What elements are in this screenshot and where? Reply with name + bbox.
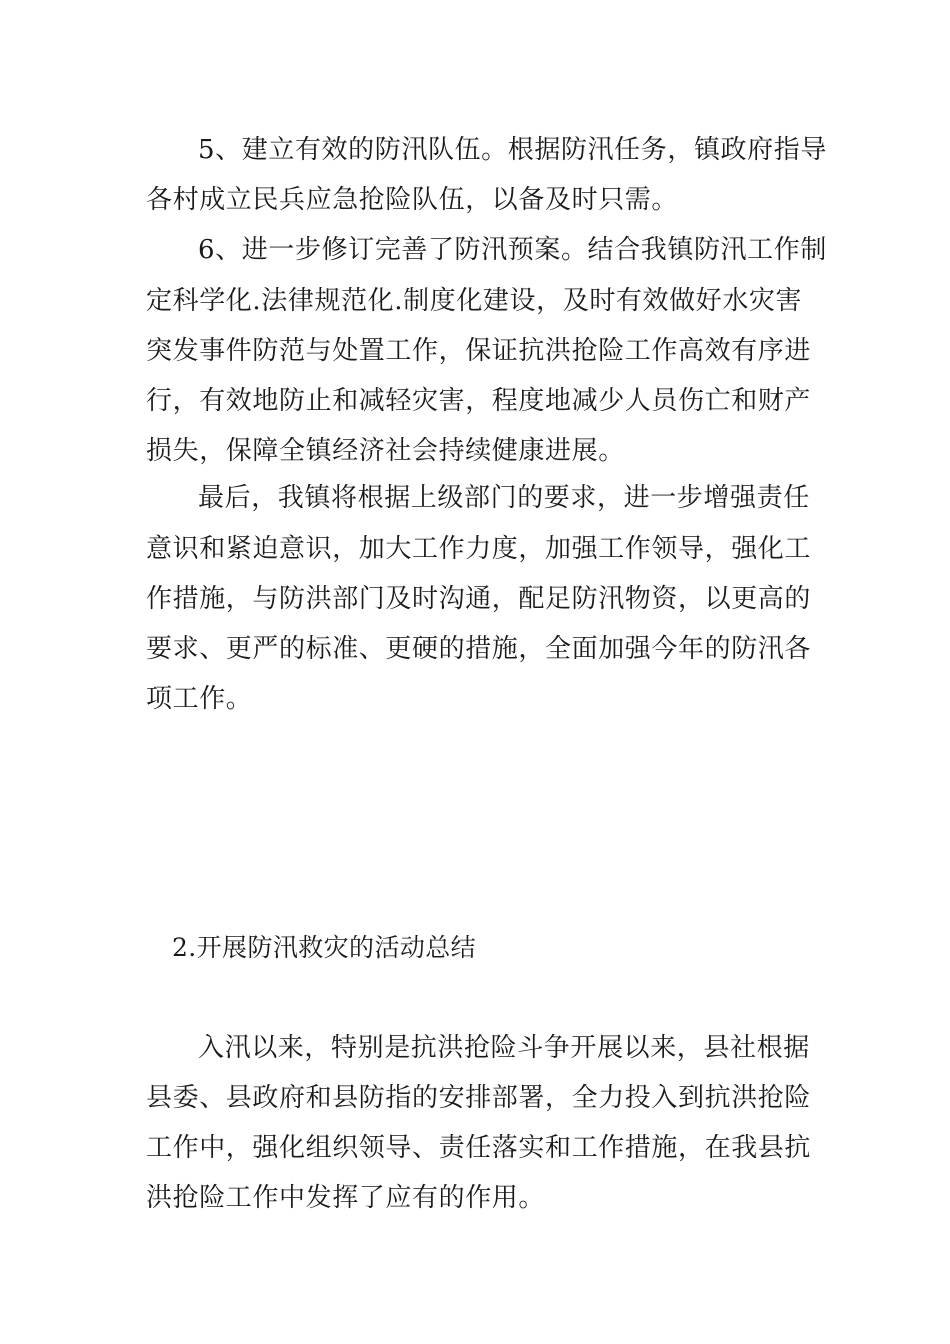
paragraph-line: 项工作。 [146, 684, 253, 714]
paragraph-line: 各村成立民兵应急抢险队伍，以备及时只需。 [146, 185, 679, 215]
paragraph-line: 定科学化.法律规范化.制度化建设，及时有效做好水灾害 [146, 286, 803, 316]
paragraph-line: 作措施，与防洪部门及时沟通，配足防汛物资，以更高的 [146, 584, 812, 614]
paragraph-line: 县委、县政府和县防指的安排部署，全力投入到抗洪抢险 [146, 1083, 812, 1113]
paragraph-line: 6、进一步修订完善了防汛预案。结合我镇防汛工作制 [198, 235, 827, 265]
paragraph-line: 5、建立有效的防汛队伍。根据防汛任务，镇政府指导 [198, 135, 827, 165]
paragraph-line: 突发事件防范与处置工作，保证抗洪抢险工作高效有序进 [146, 336, 812, 366]
paragraph-line: 洪抢险工作中发挥了应有的作用。 [146, 1183, 546, 1213]
paragraph-line: 意识和紧迫意识，加大工作力度，加强工作领导，强化工 [146, 534, 812, 564]
section-heading: 2.开展防汛救灾的活动总结 [172, 933, 477, 962]
paragraph-line: 最后，我镇将根据上级部门的要求，进一步增强责任 [198, 483, 810, 513]
paragraph-line: 工作中，强化组织领导、责任落实和工作措施，在我县抗 [146, 1133, 812, 1163]
paragraph-line: 入汛以来，特别是抗洪抢险斗争开展以来，县社根据 [198, 1033, 810, 1063]
paragraph-line: 损失，保障全镇经济社会持续健康进展。 [146, 436, 625, 466]
paragraph-line: 行，有效地防止和减轻灾害，程度地减少人员伤亡和财产 [146, 386, 812, 416]
paragraph-line: 要求、更严的标准、更硬的措施，全面加强今年的防汛各 [146, 634, 812, 664]
